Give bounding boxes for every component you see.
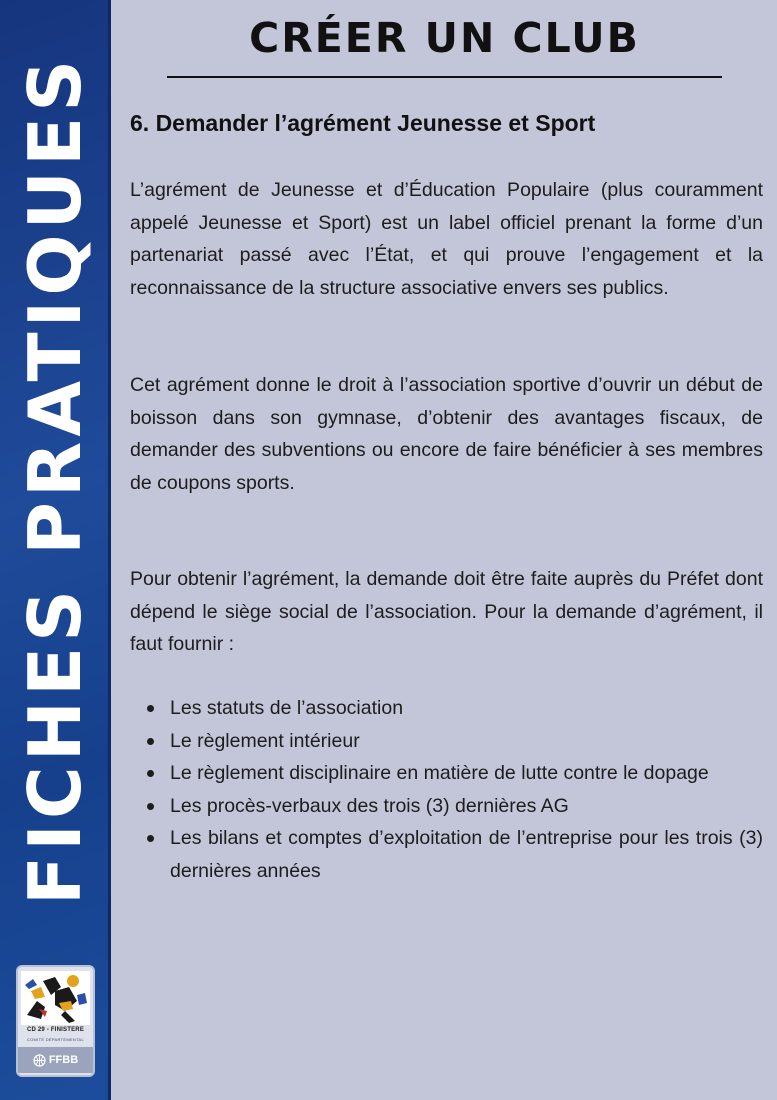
requirements-list: [130, 692, 763, 888]
bullet-icon: [147, 770, 154, 777]
list-item: [130, 725, 763, 758]
list-item-text: Les bilans et comptes d’exploitation de l’entreprise pour les trois (3) dernières années: [170, 827, 763, 882]
list-item-text: Les procès-verbaux des trois (3) dernières AG: [170, 794, 569, 817]
rights-paragraph: Cet agrément donne le droit à l’association sportive d’ouvrir un début de boisson dans son gymnase, d’obtenir des avantages fiscaux, de demander des subventions ou encore de faire bénéficier à ses membres de coupons sports.: [130, 374, 763, 494]
intro-paragraph: L’agrément de Jeunesse et d’Éducation Populaire (plus couramment appelé Jeunesse et Sport) est un label officiel prenant la forme d’un partenariat passé avec l’État, et qui prouve l’engagement et la reconnaissance de la structure associative envers ses publics.: [130, 179, 763, 299]
sidebar-stripe: [108, 0, 111, 1100]
logo-committee-label: CD 29 - FINISTERE: [26, 1027, 85, 1033]
logo-federation-name: FFBB: [48, 1054, 79, 1066]
sidebar: [0, 0, 111, 1100]
list-item-text: Les statuts de l’association: [170, 697, 404, 719]
list-item: [130, 790, 763, 823]
procedure-paragraph: Pour obtenir l’agrément, la demande doit être faite auprès du Préfet dont dépend le siège social de l’association. Pour la demande d’agrément, il faut fournir :: [130, 568, 763, 656]
logo-subtitle: COMITÉ DÉPARTEMENTAL: [26, 1037, 85, 1042]
bullet-icon: [147, 738, 154, 745]
bullet-icon: [147, 835, 154, 842]
section-heading: 6. Demander l’agrément Jeunesse et Sport: [130, 110, 596, 136]
basketball-icon: [33, 1054, 46, 1067]
bullet-icon: [147, 803, 154, 810]
page-title: CRÉER UN CLUB: [249, 14, 640, 62]
title-divider: [167, 76, 722, 78]
list-item: [130, 692, 763, 725]
sidebar-title: FICHES PRATIQUES: [13, 54, 97, 906]
list-item: [130, 757, 763, 790]
bullet-icon: [147, 705, 154, 712]
list-item: [130, 822, 763, 887]
list-item-text: Le règlement intérieur: [170, 729, 360, 752]
basketball-player-logo-icon: [21, 971, 90, 1025]
list-item-text: Le règlement disciplinaire en matière de lutte contre le dopage: [170, 762, 709, 785]
logo-federation-band: [18, 1047, 93, 1073]
committee-logo: [18, 967, 93, 1075]
